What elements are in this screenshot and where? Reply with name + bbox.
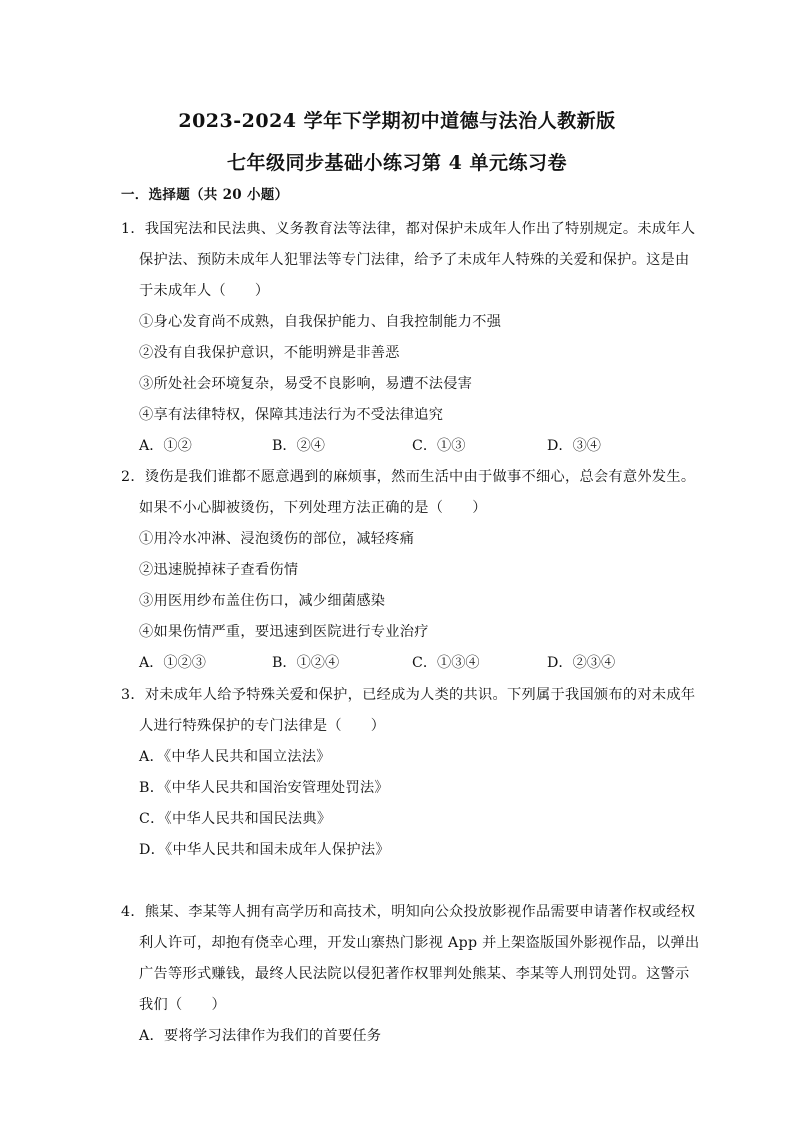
q3-option-c: C．《中华人民共和国民法典》 xyxy=(139,811,332,827)
q1-stem-line: 保护法、预防未成年人犯罪法等专门法律，给予了未成年人特殊的关爱和保护。这是由 xyxy=(139,252,690,268)
q2-statement: ③用医用纱布盖住伤口，减少细菌感染 xyxy=(139,593,386,609)
q1-stem-line: 1．我国宪法和民法典、义务教育法等法律，都对保护未成年人作出了特别规定。未成年人 xyxy=(121,221,696,237)
q1-option-a: A．①② xyxy=(139,438,192,454)
document-title-line-2: 七年级同步基础小练习第 4 单元练习卷 xyxy=(227,152,567,174)
document-title-line-1: 2023-2024 学年下学期初中道德与法治人教新版 xyxy=(178,110,616,132)
q1-option-d: D．③④ xyxy=(547,438,601,454)
q1-option-c: C．①③ xyxy=(412,438,466,454)
q1-statement: ①身心发育尚不成熟，自我保护能力、自我控制能力不强 xyxy=(139,314,502,330)
q2-option-a: A．①②③ xyxy=(139,655,206,671)
q3-stem-line: 3．对未成年人给予特殊关爱和保护，已经成为人类的共识。下列属于我国颁布的对未成年 xyxy=(121,687,696,703)
section-heading: 一．选择题（共 20 小题） xyxy=(121,187,289,203)
q2-option-b: B．①②④ xyxy=(272,655,340,671)
q3-option-b: B．《中华人民共和国治安管理处罚法》 xyxy=(139,780,389,796)
q1-statement: ④享有法律特权，保障其违法行为不受法律追究 xyxy=(139,407,444,423)
q2-stem-line: 如果不小心脚被烫伤，下列处理方法正确的是（ ） xyxy=(139,500,487,516)
q1-statement: ②没有自我保护意识，不能明辨是非善恶 xyxy=(139,345,400,361)
q2-stem-line: 2．烫伤是我们谁都不愿意遇到的麻烦事，然而生活中由于做事不细心，总会有意外发生。 xyxy=(121,469,696,485)
q2-statement: ④如果伤情严重，要迅速到医院进行专业治疗 xyxy=(139,624,429,640)
q3-stem-line: 人进行特殊保护的专门法律是（ ） xyxy=(139,718,386,734)
q3-option-a: A．《中华人民共和国立法法》 xyxy=(139,749,331,765)
q2-statement: ①用冷水冲淋、浸泡烫伤的部位，减轻疼痛 xyxy=(139,531,415,547)
q3-option-d: D．《中华人民共和国未成年人保护法》 xyxy=(139,842,390,858)
q4-stem-line: 4．熊某、李某等人拥有高学历和高技术，明知向公众投放影视作品需要申请著作权或经权 xyxy=(121,904,696,920)
q2-statement: ②迅速脱掉袜子查看伤情 xyxy=(139,562,299,578)
q2-option-d: D．②③④ xyxy=(547,655,616,671)
q4-option-a: A．要将学习法律作为我们的首要任务 xyxy=(139,1028,382,1044)
q4-stem-line: 我们（ ） xyxy=(139,997,226,1013)
q2-option-c: C．①③④ xyxy=(412,655,480,671)
q4-stem-line: 广告等形式赚钱，最终人民法院以侵犯著作权罪判处熊某、李某等人刑罚处罚。这警示 xyxy=(139,966,690,982)
q1-option-b: B．②④ xyxy=(272,438,325,454)
q1-statement: ③所处社会环境复杂，易受不良影响，易遭不法侵害 xyxy=(139,376,473,392)
q4-stem-line: 利人许可，却抱有侥幸心理，开发山寨热门影视 App 并上架盗版国外影视作品，以弹出 xyxy=(139,935,700,951)
q1-stem-line: 于未成年人（ ） xyxy=(139,283,270,299)
